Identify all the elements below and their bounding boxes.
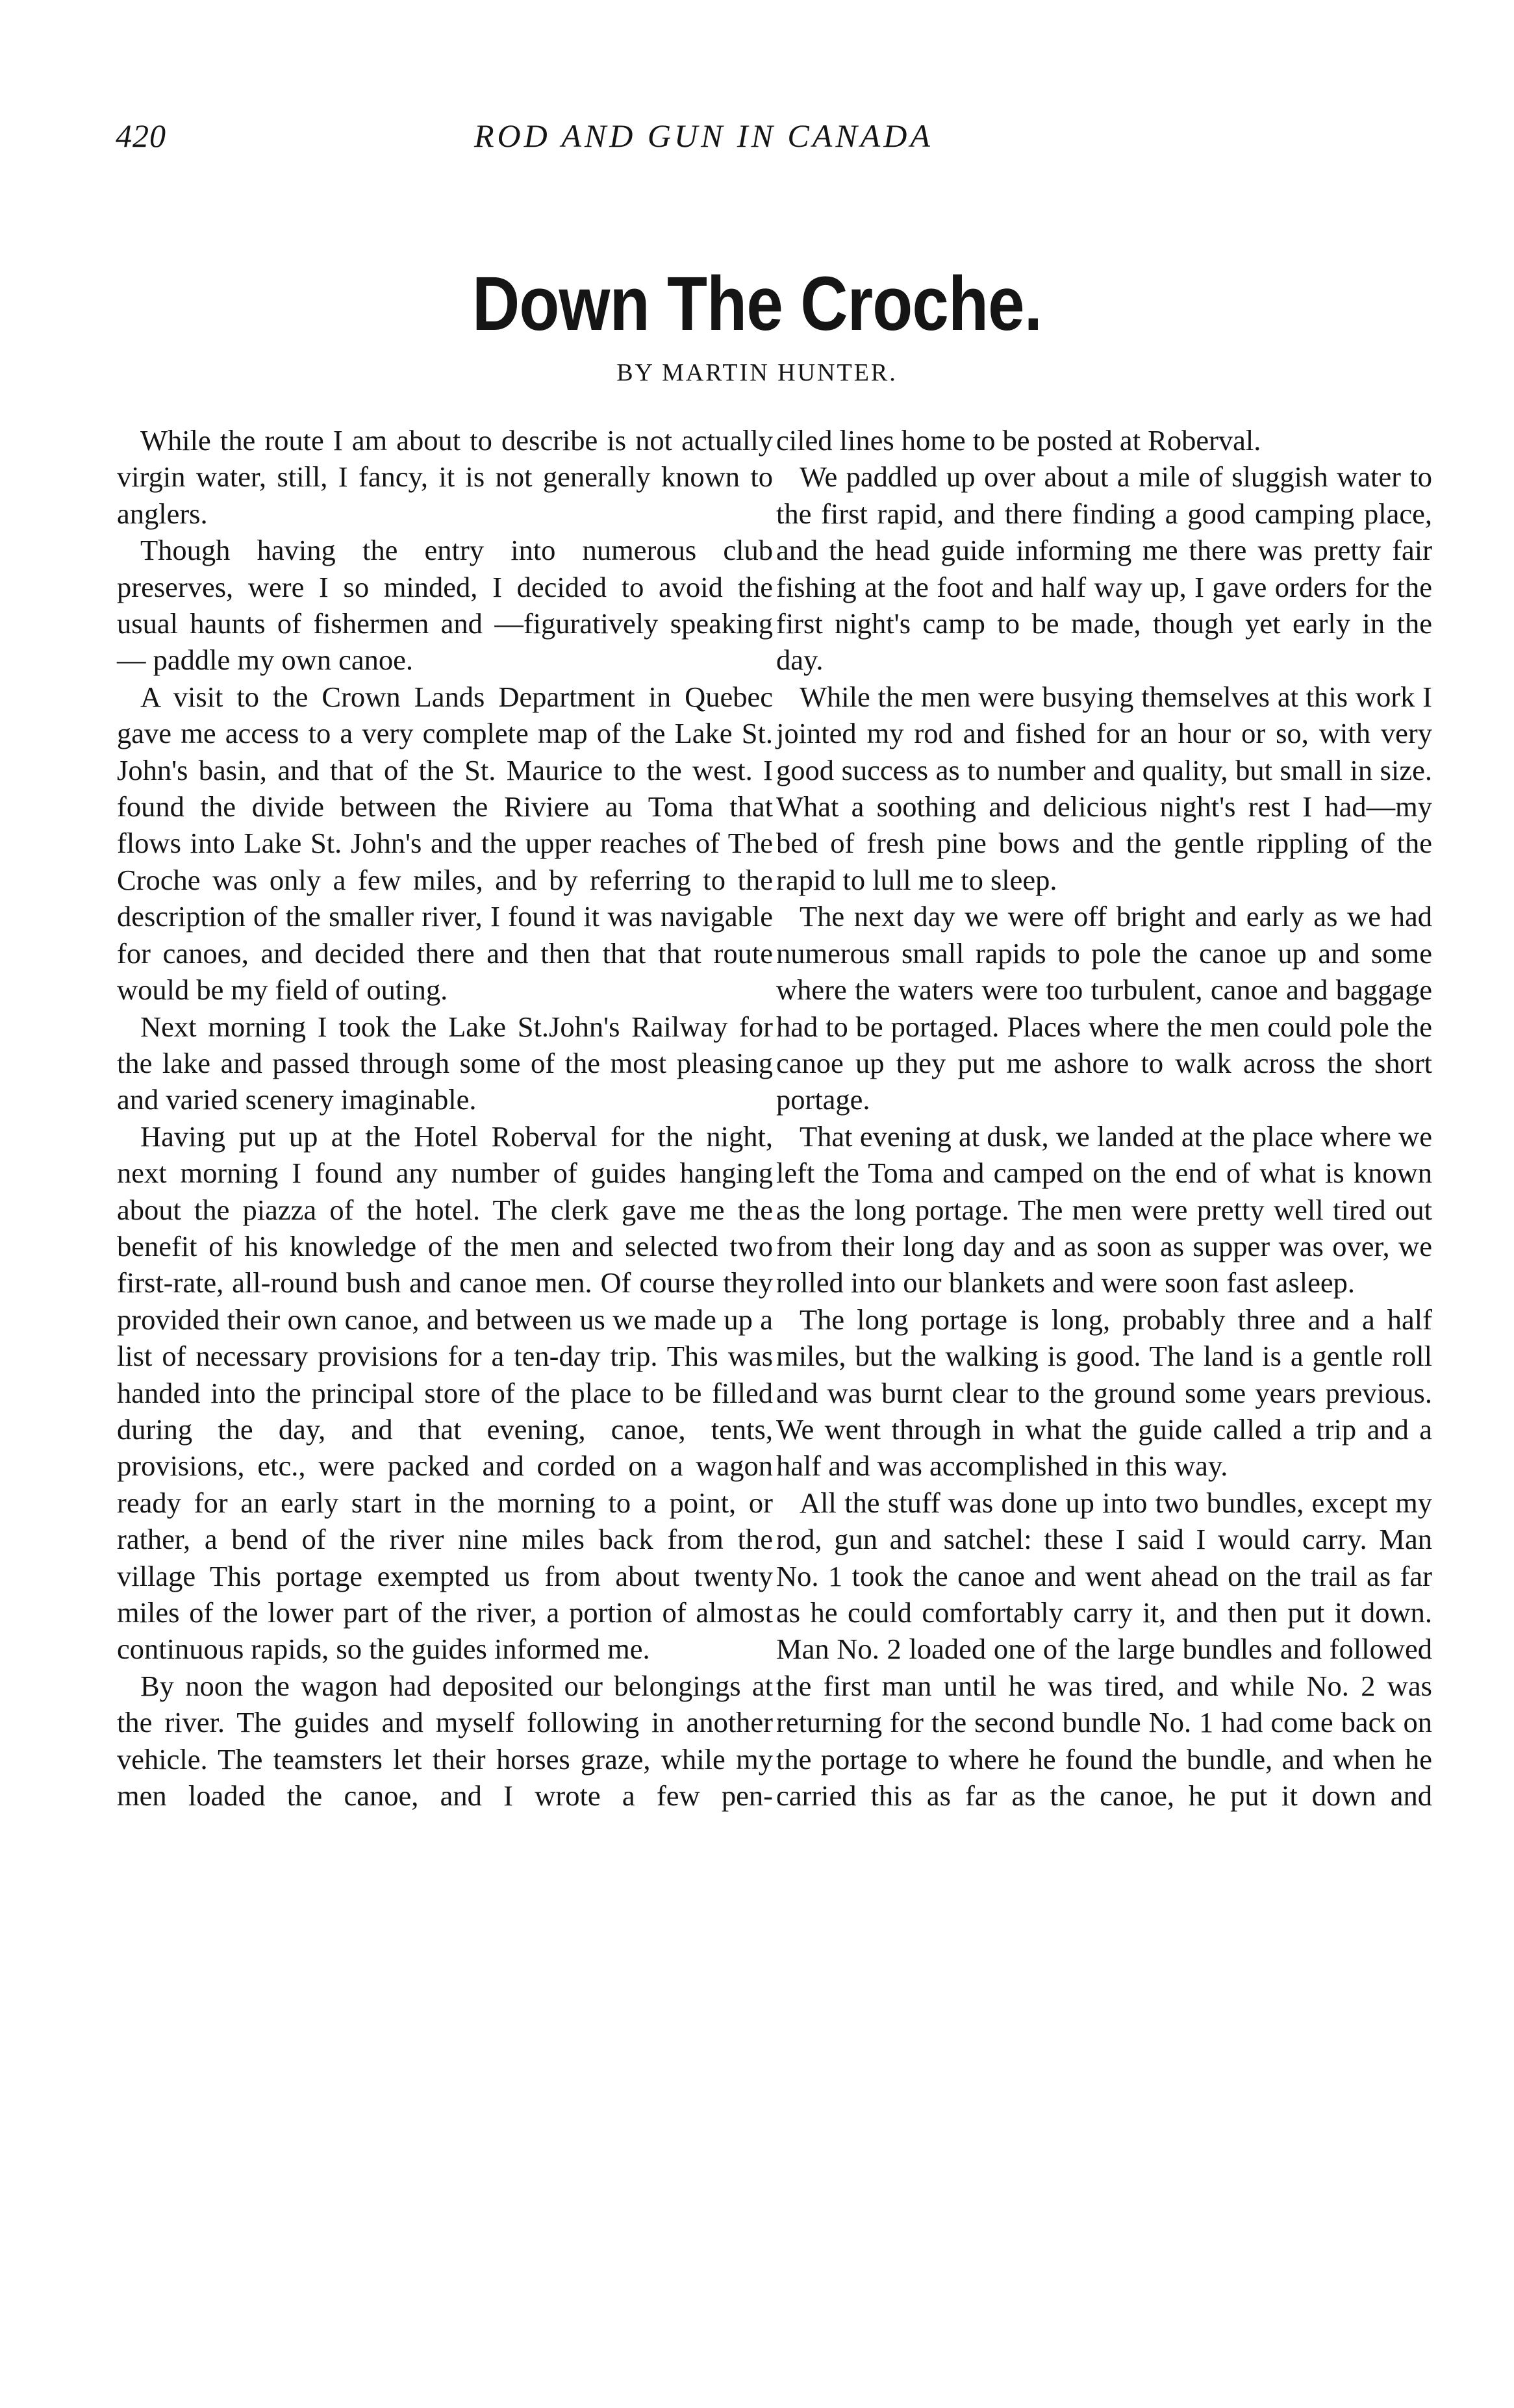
right-column bbox=[776, 422, 1432, 1814]
byline: BY MARTIN HUNTER. bbox=[616, 359, 898, 386]
paragraph: Having put up at the Hotel Roberval for the night, next morning I found any number of guides hanging about the piazza of the hotel. The clerk gave me the benefit of his knowledge of the men and selected two first-rate, all-round bush and canoe men. Of course they provided their own canoe, and between us we made up a list of necessary provisions for a ten-day trip. This was handed into the principal store of the place to be filled during the day, and that evening, canoe, tents, provisions, etc., were packed and corded on a wagon ready for an early start in the morning to a point, or rather, a bend of the river nine miles back from the village This portage exempted us from about twenty miles of the lower part of the river, a portion of almost continuous rapids, so the guides informed me. bbox=[117, 1120, 773, 1666]
paragraph: While the men were busying themselves at this work I jointed my rod and fished for an hour or so, with very good success as to number and quality, but small in size. What a soothing and delicious night's rest I had—my bed of fresh pine bows and the gentle rippling of the rapid to lull me to sleep. bbox=[776, 680, 1432, 896]
paragraph: Though having the entry into numerous club preserves, were I so minded, I decided to avoid the usual haunts of fishermen and —figuratively speaking — paddle my own canoe. bbox=[117, 534, 773, 677]
paragraph: The long portage is long, probably three and a half miles, but the walking is good. The land is a gentle roll and was burnt clear to the ground some years previous. We went through in what the guide called a trip and a half and was accomplished in this way. bbox=[776, 1303, 1432, 1483]
article-title: Down The Croche. bbox=[472, 261, 1042, 347]
paragraph: Next morning I took the Lake St.John's Railway for the lake and passed through some of the most pleasing and varied scenery imaginable. bbox=[117, 1010, 773, 1116]
paragraph: That evening at dusk, we landed at the place where we left the Toma and camped on the end of what is known as the long portage. The men were pretty well tired out from their long day and as soon as supper was over, we rolled into our blankets and were soon fast asleep. bbox=[776, 1120, 1432, 1299]
paragraph: By noon the wagon had deposited our belongings at the river. The guides and myself following in another vehicle. The teamsters let their horses graze, while my men loaded the canoe, and I wrote a few pen- bbox=[117, 1669, 773, 1812]
running-head bbox=[0, 117, 1514, 169]
journal-title: ROD AND GUN IN CANADA bbox=[474, 118, 933, 154]
paragraph-continued: ciled lines home to be posted at Roberval. bbox=[776, 424, 1261, 457]
paragraph: While the route I am about to describe is not actually virgin water, still, I fancy, it is not generally known to anglers. bbox=[117, 424, 773, 530]
left-column bbox=[117, 422, 773, 1814]
page-number: 420 bbox=[116, 118, 166, 154]
paragraph: A visit to the Crown Lands Department in Quebec gave me access to a very complete map of the Lake St. John's basin, and that of the St. Maurice to the west. I found the divide between the Riviere au Toma that flows into Lake St. John's and the upper reaches of The Croche was only a few miles, and by referring to the description of the smaller river, I found it was navigable for canoes, and decided there and then that that route would be my field of outing. bbox=[117, 680, 773, 1007]
paragraph: All the stuff was done up into two bundles, except my rod, gun and satchel: these I said I would carry. Man No. 1 took the canoe and went ahead on the trail as far as he could comfortably carry it, and then put it down. Man No. 2 loaded one of the large bundles and followed the first man until he was tired, and while No. 2 was returning for the second bundle No. 1 had come back on the portage to where he found the bundle, and when he carried this as far as the canoe, he put it down and bbox=[776, 1486, 1432, 1812]
paragraph: The next day we were off bright and early as we had numerous small rapids to pole the canoe up and some where the waters were too turbulent, canoe and baggage had to be portaged. Places where the men could pole the canoe up they put me ashore to walk across the short portage. bbox=[776, 900, 1432, 1116]
paragraph: We paddled up over about a mile of sluggish water to the first rapid, and there finding a good camping place, and the head guide informing me there was pretty fair fishing at the foot and half way up, I gave orders for the first night's camp to be made, though yet early in the day. bbox=[776, 460, 1432, 677]
